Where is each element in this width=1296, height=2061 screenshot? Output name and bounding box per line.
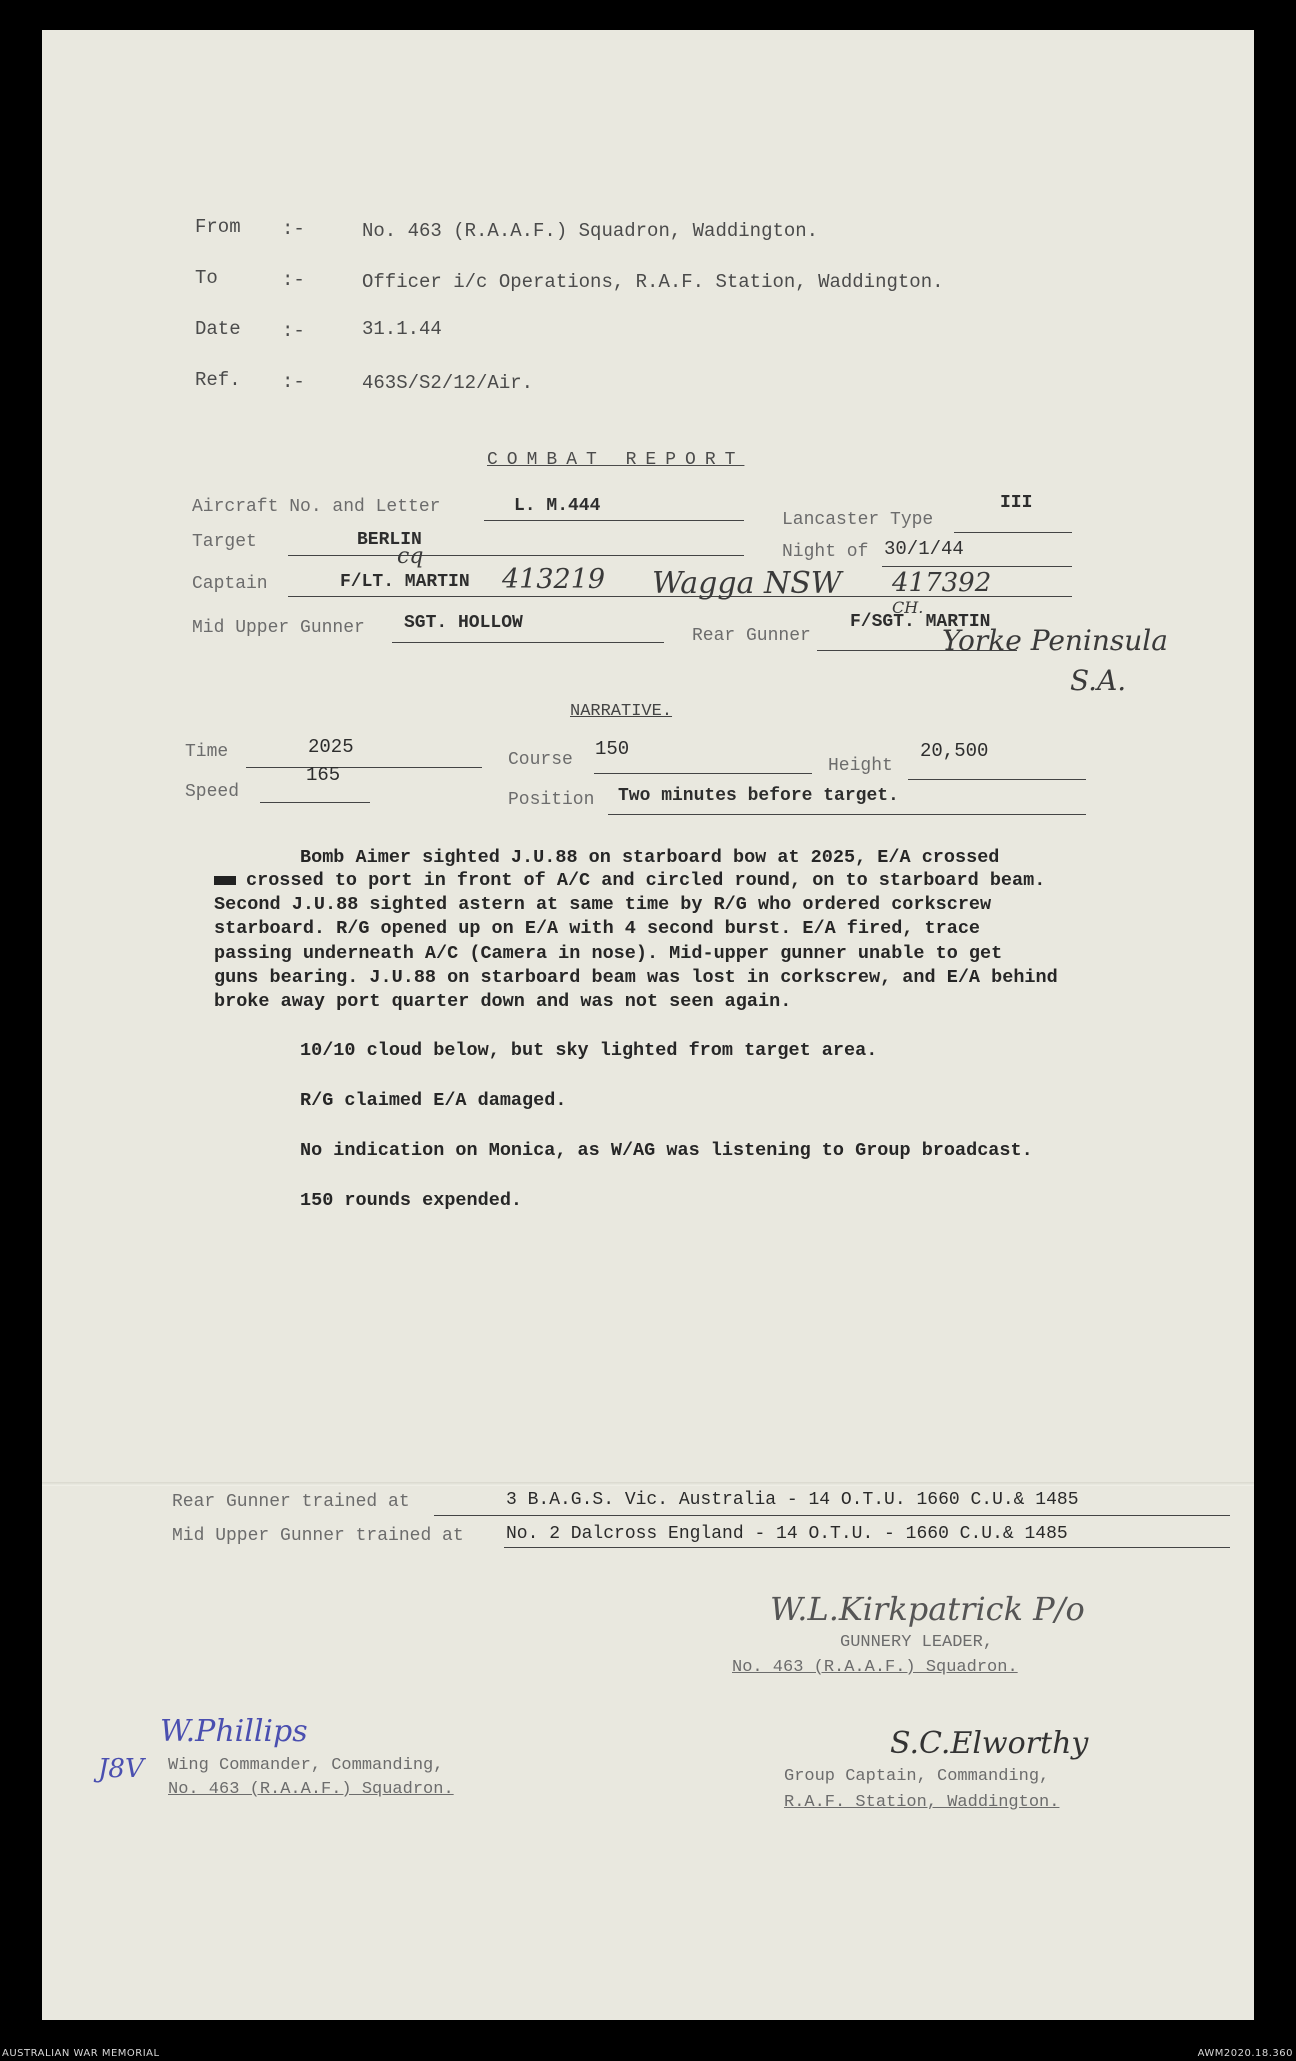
from-label: From <box>195 216 241 238</box>
night-value: 30/1/44 <box>884 538 964 560</box>
narrative-line: crossed to port in front of A/C and circled round, on to starboard beam. <box>246 870 1046 891</box>
wing-commander-unit: No. 463 (R.A.A.F.) Squadron. <box>168 1780 454 1799</box>
narrative-line: passing underneath A/C (Camera in nose). Mid-upper gunner unable to get <box>214 943 1003 964</box>
handwritten-rear-number: 417392 <box>892 568 992 598</box>
gunnery-leader-title: GUNNERY LEADER, <box>840 1633 994 1652</box>
night-line <box>882 566 1072 567</box>
rear-gunner-value: F/SGT. MARTIN <box>850 612 991 632</box>
ref-sep: :- <box>282 371 305 393</box>
ref-value: 463S/S2/12/Air. <box>362 372 534 394</box>
date-label: Date <box>195 318 241 340</box>
group-captain-title: Group Captain, Commanding, <box>784 1767 1050 1786</box>
to-value: Officer i/c Operations, R.A.F. Station, Waddington. <box>362 271 944 293</box>
archive-credit: AUSTRALIAN WAR MEMORIAL <box>2 2048 160 2059</box>
narrative-paragraph: No indication on Monica, as W/AG was listening to Group broadcast. <box>300 1140 1033 1161</box>
mid-upper-gunner-training-line <box>504 1547 1230 1548</box>
time-line <box>246 767 482 768</box>
archive-reference: AWM2020.18.360 <box>1197 2048 1293 2059</box>
aircraft-value: L. M.444 <box>514 496 601 516</box>
report-title: COMBAT REPORT <box>487 450 745 470</box>
narrative-paragraph: 150 rounds expended. <box>300 1190 523 1211</box>
time-label: Time <box>185 742 229 762</box>
wing-commander-signature: W.Phillips <box>160 1714 308 1749</box>
type-value: III <box>1000 493 1033 513</box>
target-line <box>288 555 744 556</box>
captain-label: Captain <box>192 574 268 594</box>
date-sep: :- <box>282 320 305 342</box>
to-label: To <box>195 267 218 289</box>
speed-line <box>260 802 370 803</box>
narrative-line: broke away port quarter down and was not seen again. <box>214 991 792 1012</box>
height-label: Height <box>828 756 893 776</box>
speed-value: 165 <box>306 764 341 786</box>
group-captain-signature: S.C.Elworthy <box>890 1726 1089 1761</box>
position-label: Position <box>508 790 595 810</box>
wing-commander-initials: J8V <box>98 1754 144 1784</box>
gunnery-leader-unit: No. 463 (R.A.A.F.) Squadron. <box>732 1658 1018 1677</box>
narrative-paragraph: 10/10 cloud below, but sky lighted from target area. <box>300 1040 878 1061</box>
position-value: Two minutes before target. <box>618 786 899 806</box>
group-captain-unit: R.A.F. Station, Waddington. <box>784 1793 1060 1812</box>
target-value: BERLIN <box>357 530 422 550</box>
handwritten-ch: CH. <box>892 598 924 617</box>
night-label: Night of <box>782 542 869 562</box>
height-line <box>908 779 1086 780</box>
to-sep: :- <box>282 269 305 291</box>
height-value: 20,500 <box>920 740 989 762</box>
type-label: Lancaster Type <box>782 510 934 530</box>
mid-upper-gunner-training-label: Mid Upper Gunner trained at <box>172 1526 464 1546</box>
position-line <box>608 814 1086 815</box>
rear-gunner-training-label: Rear Gunner trained at <box>172 1492 410 1512</box>
mid-upper-gunner-label: Mid Upper Gunner <box>192 618 365 638</box>
time-value: 2025 <box>308 736 354 758</box>
fold-crease <box>42 1482 1254 1486</box>
narrative-line: guns bearing. J.U.88 on starboard beam was lost in corkscrew, and E/A behind <box>214 967 1058 988</box>
narrative-paragraph: R/G claimed E/A damaged. <box>300 1090 567 1111</box>
gunnery-leader-signature: W.L.Kirkpatrick P/o <box>770 1590 1085 1628</box>
narrative-line: starboard. R/G opened up on E/A with 4 second burst. E/A fired, trace <box>214 918 981 939</box>
handwritten-rear-state: S.A. <box>1070 664 1127 697</box>
mid-upper-gunner-training-value: No. 2 Dalcross England - 14 O.T.U. - 1660 C.U.& 1485 <box>506 1524 1068 1544</box>
mid-upper-gunner-value: SGT. HOLLOW <box>404 613 523 633</box>
course-label: Course <box>508 750 573 770</box>
narrative-line: Bomb Aimer sighted J.U.88 on starboard bow at 2025, E/A crossed <box>300 847 1000 868</box>
document-page <box>42 30 1254 2020</box>
struck-out-word <box>214 876 236 885</box>
rear-gunner-label: Rear Gunner <box>692 626 811 646</box>
handwritten-captain-number: 413219 <box>502 564 606 595</box>
speed-label: Speed <box>185 782 240 802</box>
wing-commander-title: Wing Commander, Commanding, <box>168 1756 444 1775</box>
narrative-title: NARRATIVE. <box>570 702 673 721</box>
handwritten-cq: cq <box>397 544 424 569</box>
narrative-line: Second J.U.88 sighted astern at same time by R/G who ordered corkscrew <box>214 894 992 915</box>
from-value: No. 463 (R.A.A.F.) Squadron, Waddington. <box>362 220 819 242</box>
ref-label: Ref. <box>195 369 241 391</box>
type-line <box>954 532 1072 533</box>
mid-upper-gunner-line <box>392 642 664 643</box>
course-line <box>594 773 812 774</box>
rear-gunner-training-line <box>434 1515 1230 1516</box>
date-value: 31.1.44 <box>362 318 442 340</box>
captain-value: F/LT. MARTIN <box>340 572 470 592</box>
course-value: 150 <box>595 738 630 760</box>
handwritten-captain-town: Wagga NSW <box>652 566 842 601</box>
target-label: Target <box>192 532 257 552</box>
rear-gunner-training-value: 3 B.A.G.S. Vic. Australia - 14 O.T.U. 1660 C.U.& 1485 <box>506 1490 1079 1510</box>
from-sep: :- <box>282 218 305 240</box>
aircraft-label: Aircraft No. and Letter <box>192 497 441 517</box>
handwritten-rear-town: Yorke Peninsula <box>942 624 1168 657</box>
aircraft-line <box>484 520 744 521</box>
